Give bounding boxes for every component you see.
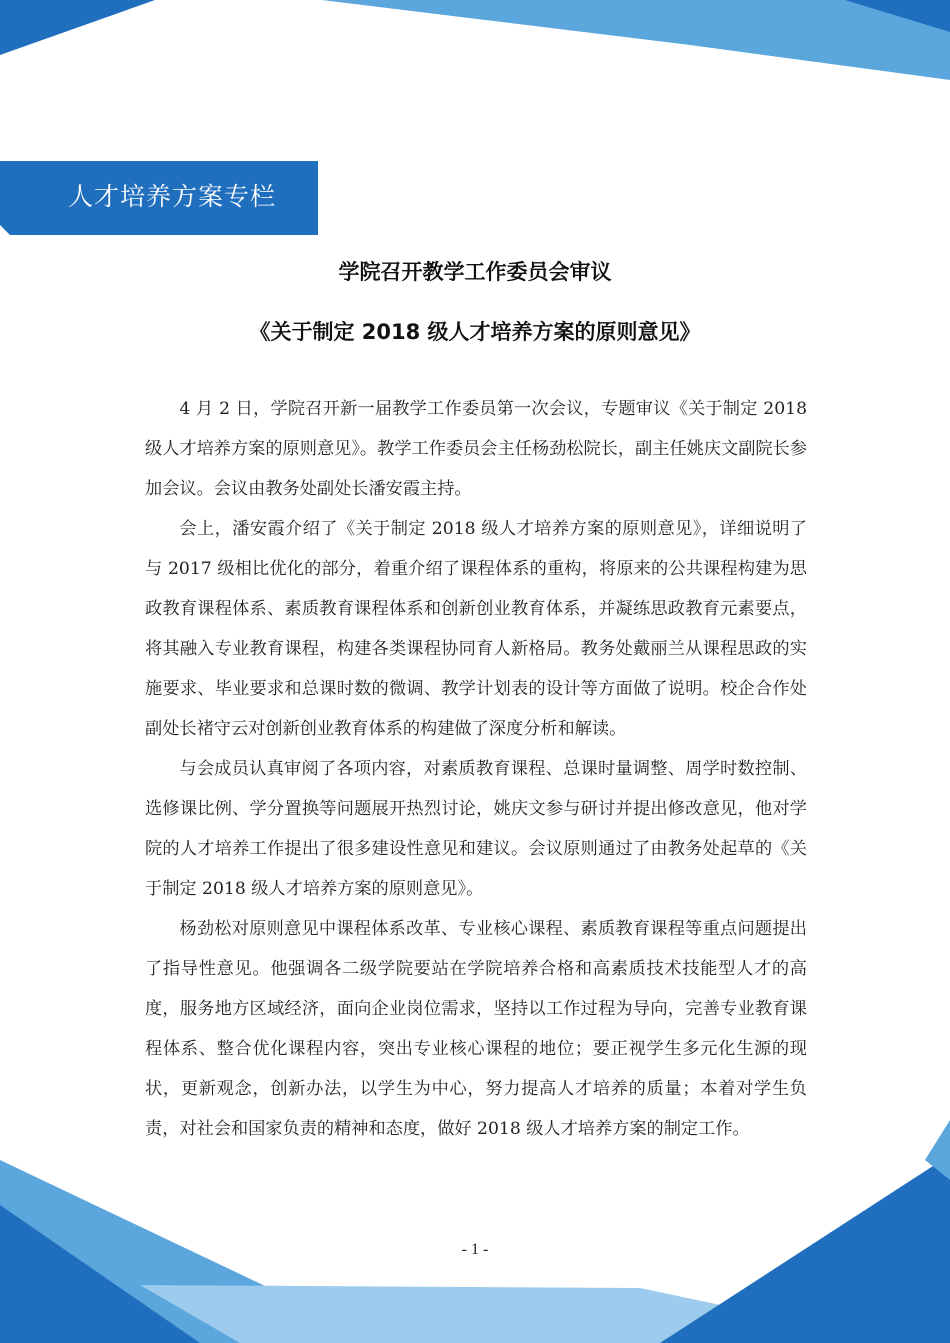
article-paragraph: 杨劲松对原则意见中课程体系改革、专业核心课程、素质教育课程等重点问题提出了指导性意见。他强调各二级学院要站在学院培养合格和高素质技术技能型人才的高度，服务地方区域经济，面向企业岗位需求，坚持以工作过程为导向，完善专业教育课程体系、整合优化课程内容，突出专业核心课程的地位；要正视学生多元化生源的现状，更新观念，创新办法，以学生为中心，努力提高人才培养的质量；本着对学生负责，对社会和国家负责的精神和态度，做好 2018 级人才培养方案的制定工作。 <box>145 919 807 1139</box>
article-paragraph: 4 月 2 日，学院召开新一届教学工作委员第一次会议，专题审议《关于制定 2018 级人才培养方案的原则意见》。教学工作委员会主任杨劲松院长，副主任姚庆文副院长参加会议。会议由教务处副处长潘安霞主持。 <box>145 399 807 499</box>
section-banner-label: 人才培养方案专栏 <box>68 182 277 211</box>
page-number: - 1 - <box>461 1241 489 1258</box>
article-body <box>145 389 807 1149</box>
article-paragraph: 与会成员认真审阅了各项内容，对素质教育课程、总课时量调整、周学时数控制、选修课比例、学分置换等问题展开热烈讨论，姚庆文参与研讨并提出修改意见，他对学院的人才培养工作提出了很多建设性意见和建议。会议原则通过了由教务处起草的《关于制定 2018 级人才培养方案的原则意见》。 <box>145 759 807 899</box>
article-paragraph: 会上，潘安霞介绍了《关于制定 2018 级人才培养方案的原则意见》，详细说明了与 2017 级相比优化的部分，着重介绍了课程体系的重构，将原来的公共课程构建为思政教育课程体系、素质教育课程体系和创新创业教育体系，并凝练思政教育元素要点，将其融入专业教育课程，构建各类课程协同育人新格局。教务处戴丽兰从课程思政的实施要求、毕业要求和总课时数的微调、教学计划表的设计等方面做了说明。校企合作处副处长褚守云对创新创业教育体系的构建做了深度分析和解读。 <box>145 519 807 739</box>
article-title-line-1: 学院召开教学工作委员会审议 <box>338 260 612 284</box>
top-left-dark-triangle <box>0 0 155 55</box>
top-right-light-band <box>322 0 950 80</box>
article-title-line-2: 《关于制定 2018 级人才培养方案的原则意见》 <box>249 320 701 344</box>
